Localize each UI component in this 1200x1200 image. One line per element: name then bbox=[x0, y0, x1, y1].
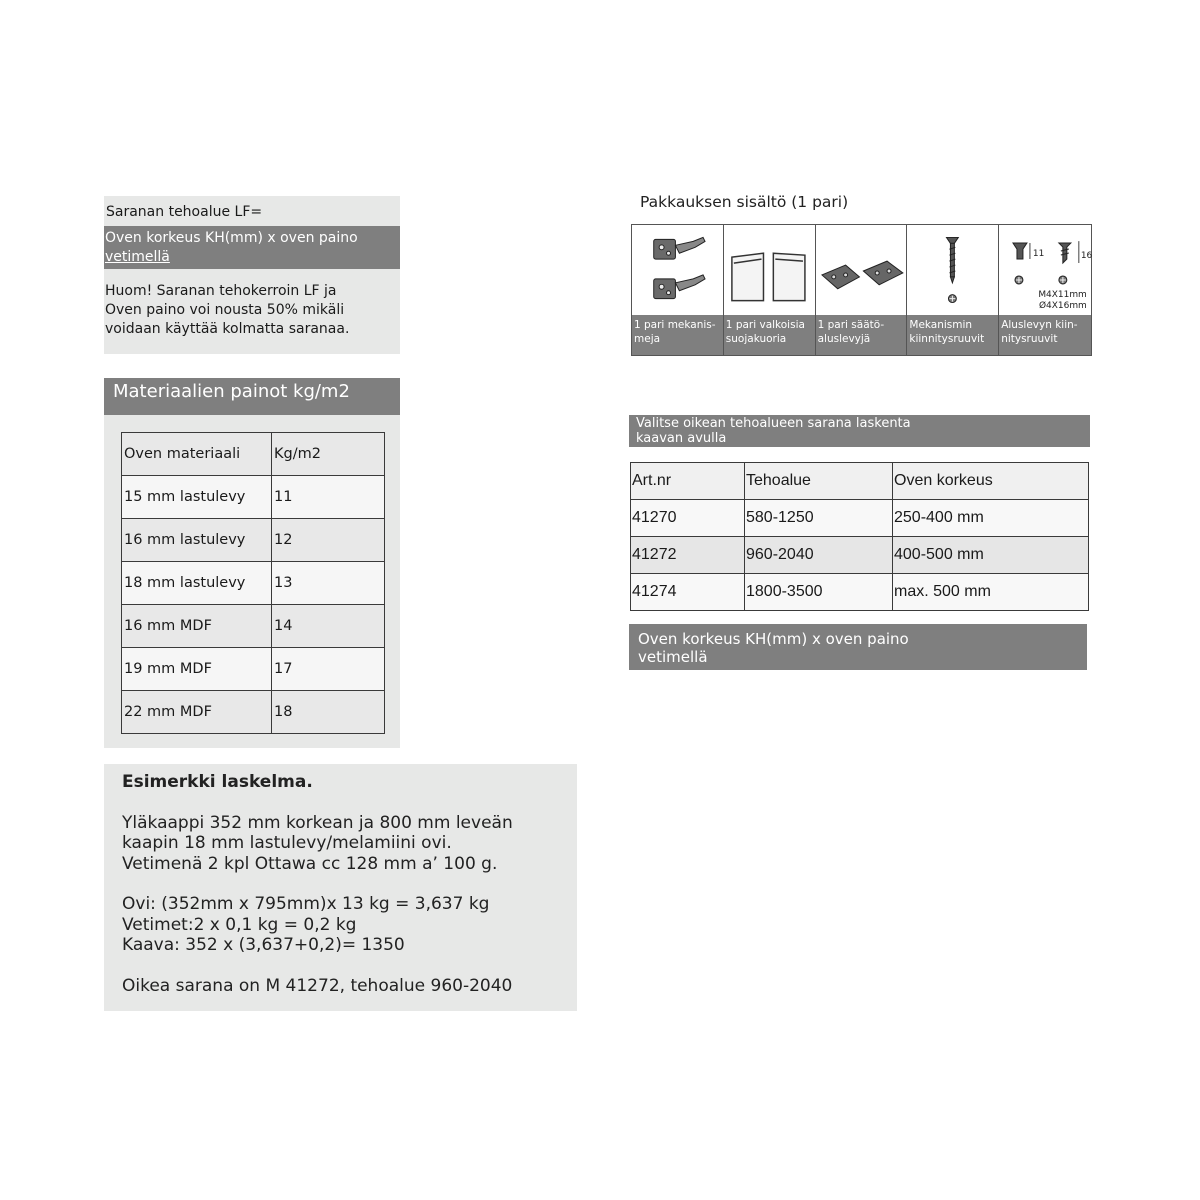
label-line: Mekanismin bbox=[909, 319, 973, 331]
screw-icon bbox=[907, 225, 998, 315]
plate-screws-icon bbox=[999, 225, 1091, 315]
height-cell: 400-500 mm bbox=[893, 537, 1089, 574]
label-line: meja bbox=[634, 332, 661, 345]
lf-title: Saranan tehoalue LF= bbox=[106, 204, 263, 220]
art-nr-cell: 41270 bbox=[631, 500, 745, 537]
table-row bbox=[122, 691, 385, 734]
table-row bbox=[122, 562, 385, 605]
screw-dim-a: 11 bbox=[1033, 249, 1045, 260]
package-item bbox=[999, 225, 1091, 355]
table-row bbox=[631, 500, 1089, 537]
weight-cell: 13 bbox=[272, 562, 385, 605]
weight-cell: 17 bbox=[272, 648, 385, 691]
package-item-label bbox=[999, 315, 1091, 355]
lf-note-line: Huom! Saranan tehokerroin LF ja bbox=[105, 283, 337, 299]
material-cell: 22 mm MDF bbox=[122, 691, 272, 734]
example-title: Esimerkki laskelma. bbox=[122, 772, 313, 792]
selection-table bbox=[630, 462, 1089, 611]
lf-info-box bbox=[104, 196, 400, 354]
materials-table bbox=[121, 432, 385, 734]
header-cell: Oven materiaali bbox=[122, 433, 272, 476]
cover-caps-icon bbox=[724, 225, 815, 315]
package-title: Pakkauksen sisältö (1 pari) bbox=[640, 193, 849, 211]
lf-note bbox=[104, 282, 396, 339]
package-item-label bbox=[907, 315, 998, 355]
table-header-row bbox=[631, 463, 1089, 500]
header-cell: Tehoalue bbox=[745, 463, 893, 500]
package-item-label bbox=[632, 315, 723, 355]
screw-spec-2: Ø4X16mm bbox=[1039, 300, 1087, 311]
material-cell: 19 mm MDF bbox=[122, 648, 272, 691]
package-contents-grid bbox=[631, 224, 1092, 356]
package-item-label bbox=[816, 315, 907, 355]
height-cell: 250-400 mm bbox=[893, 500, 1089, 537]
table-header-row bbox=[122, 433, 385, 476]
table-row bbox=[122, 648, 385, 691]
selection-band bbox=[629, 415, 1090, 447]
material-cell: 18 mm lastulevy bbox=[122, 562, 272, 605]
formula-line2: vetimellä bbox=[638, 648, 708, 666]
hinge-mechanism-icon bbox=[632, 225, 723, 315]
mounting-plate-icon bbox=[816, 225, 907, 315]
example-box bbox=[104, 764, 577, 1011]
example-paragraph bbox=[122, 813, 577, 875]
example-line: Kaava: 352 x (3,637+0,2)= 1350 bbox=[122, 935, 405, 955]
range-cell: 1800-3500 bbox=[745, 574, 893, 611]
table-row bbox=[122, 519, 385, 562]
art-nr-cell: 41274 bbox=[631, 574, 745, 611]
screw-spec-1: M4X11mm bbox=[1038, 289, 1087, 300]
selection-band-line1: Valitse oikean tehoalueen sarana laskenta bbox=[636, 416, 911, 431]
label-line: aluslevyjä bbox=[817, 332, 871, 345]
package-item bbox=[724, 225, 816, 355]
lf-formula-band bbox=[104, 226, 400, 269]
range-cell: 960-2040 bbox=[745, 537, 893, 574]
label-line: 1 pari valkoisia bbox=[725, 319, 805, 331]
label-line: kiinnitysruuvit bbox=[909, 332, 985, 345]
example-line: kaapin 18 mm lastulevy/melamiini ovi. bbox=[122, 833, 452, 853]
weight-cell: 18 bbox=[272, 691, 385, 734]
height-cell: max. 500 mm bbox=[893, 574, 1089, 611]
table-row bbox=[122, 605, 385, 648]
example-line: Vetimet:2 x 0,1 kg = 0,2 kg bbox=[122, 914, 357, 935]
example-line: Ovi: (352mm x 795mm)x 13 kg = 3,637 kg bbox=[122, 894, 490, 914]
example-line: Vetimenä 2 kpl Ottawa cc 128 mm a’ 100 g. bbox=[122, 853, 498, 874]
formula-band bbox=[629, 624, 1087, 670]
weight-cell: 12 bbox=[272, 519, 385, 562]
screw-dim-b: 16 bbox=[1081, 251, 1093, 262]
art-nr-cell: 41272 bbox=[631, 537, 745, 574]
package-item bbox=[907, 225, 999, 355]
lf-formula-line2: vetimellä bbox=[105, 249, 170, 265]
range-cell: 580-1250 bbox=[745, 500, 893, 537]
package-item bbox=[816, 225, 908, 355]
material-cell: 16 mm MDF bbox=[122, 605, 272, 648]
label-line: 1 pari säätö- bbox=[817, 319, 885, 331]
selection-band-line2: kaavan avulla bbox=[636, 431, 727, 446]
label-line: nitysruuvit bbox=[1001, 332, 1058, 345]
example-paragraph bbox=[122, 976, 577, 997]
table-row bbox=[631, 574, 1089, 611]
example-conclusion: Oikea sarana on M 41272, tehoalue 960-2040 bbox=[122, 975, 513, 996]
label-line: Aluslevyn kiin- bbox=[1001, 319, 1078, 331]
example-paragraph bbox=[122, 894, 577, 956]
header-cell: Oven korkeus bbox=[893, 463, 1089, 500]
header-cell: Art.nr bbox=[631, 463, 745, 500]
label-line: 1 pari mekanis- bbox=[634, 319, 716, 331]
header-cell: Kg/m2 bbox=[272, 433, 385, 476]
materials-title: Materiaalien painot kg/m2 bbox=[104, 378, 400, 415]
lf-formula-line1: Oven korkeus KH(mm) x oven paino bbox=[105, 230, 358, 246]
table-row bbox=[631, 537, 1089, 574]
package-item bbox=[632, 225, 724, 355]
lf-note-line: Oven paino voi nousta 50% mikäli bbox=[105, 302, 345, 318]
formula-line1: Oven korkeus KH(mm) x oven paino bbox=[638, 630, 909, 648]
lf-note-line: voidaan käyttää kolmatta saranaa. bbox=[105, 321, 350, 337]
material-cell: 15 mm lastulevy bbox=[122, 476, 272, 519]
package-item-label bbox=[724, 315, 815, 355]
table-row bbox=[122, 476, 385, 519]
label-line: suojakuoria bbox=[725, 332, 787, 345]
materials-box bbox=[104, 378, 400, 748]
weight-cell: 11 bbox=[272, 476, 385, 519]
example-line: Yläkaappi 352 mm korkean ja 800 mm leveän bbox=[122, 812, 513, 833]
weight-cell: 14 bbox=[272, 605, 385, 648]
material-cell: 16 mm lastulevy bbox=[122, 519, 272, 562]
